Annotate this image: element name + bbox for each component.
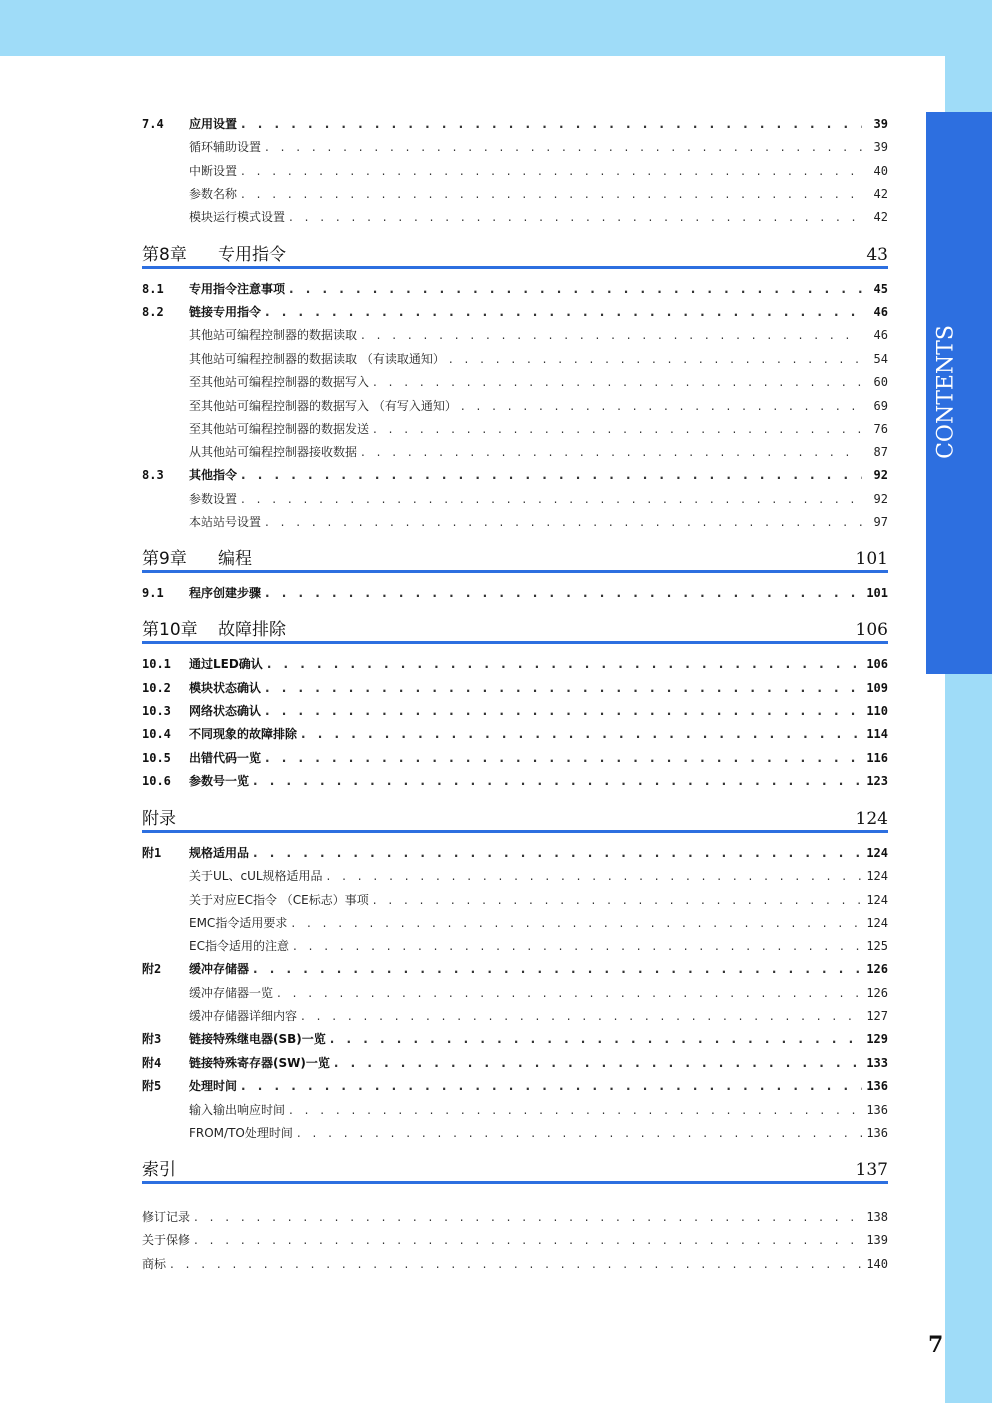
section-number: 附1	[142, 846, 162, 860]
chapter-page: 106	[855, 620, 888, 640]
entry-title: 出错代码一览	[189, 751, 262, 765]
entry-page: 124	[866, 893, 888, 907]
entry-page: 76	[873, 422, 888, 436]
entry-page: 114	[866, 727, 888, 741]
toc-section[interactable]	[142, 701, 888, 721]
entry-page: 45	[873, 282, 888, 296]
entry-page: 116	[866, 751, 888, 765]
section-number: 7.4	[142, 117, 164, 131]
section-number: 8.1	[142, 282, 164, 296]
dot-leader	[265, 137, 862, 157]
chapter-page: 43	[866, 245, 888, 265]
toc-subsection[interactable]	[142, 442, 888, 462]
entry-page: 124	[866, 869, 888, 883]
entry-page: 136	[866, 1079, 888, 1093]
toc-section[interactable]	[142, 302, 888, 322]
dot-leader	[461, 396, 862, 416]
dot-leader	[241, 184, 862, 204]
dot-leader	[330, 1029, 862, 1049]
dot-leader	[265, 678, 862, 698]
toc-subsection[interactable]	[142, 372, 888, 392]
dot-leader	[449, 349, 862, 369]
section-number: 附3	[142, 1032, 162, 1046]
entry-title: 不同现象的故障排除	[189, 727, 298, 741]
entry-title: 输入输出响应时间	[189, 1103, 286, 1117]
entry-title: 循环辅助设置	[189, 140, 262, 154]
toc-subsection[interactable]	[142, 396, 888, 416]
toc-section[interactable]	[142, 654, 888, 674]
toc-subsection[interactable]	[142, 890, 888, 910]
toc-subsection[interactable]	[142, 1207, 888, 1227]
toc-subsection[interactable]	[142, 489, 888, 509]
entry-page: 101	[866, 586, 888, 600]
entry-title: 链接特殊继电器(SB)一览	[189, 1032, 326, 1046]
entry-page: 138	[866, 1210, 888, 1224]
chapter-number: 第10章	[142, 620, 198, 640]
dot-leader	[241, 465, 862, 485]
dot-leader	[265, 302, 862, 322]
entry-page: 110	[866, 704, 888, 718]
entry-title: 参数设置	[189, 492, 238, 506]
entry-page: 69	[873, 399, 888, 413]
entry-page: 87	[873, 445, 888, 459]
section-number: 附5	[142, 1079, 162, 1093]
entry-title: 模块运行模式设置	[189, 210, 286, 224]
toc-section[interactable]	[142, 678, 888, 698]
chapter-title: 故障排除	[218, 620, 286, 640]
toc-subsection[interactable]	[142, 1254, 888, 1274]
entry-page: 92	[873, 468, 888, 482]
entry-title: 修订记录	[142, 1210, 191, 1224]
toc-subsection[interactable]	[142, 207, 888, 227]
toc-section[interactable]	[142, 1053, 888, 1073]
dot-leader	[267, 654, 862, 674]
toc-section[interactable]	[142, 465, 888, 485]
toc-section[interactable]	[142, 724, 888, 744]
entry-page: 126	[866, 986, 888, 1000]
entry-page: 97	[873, 515, 888, 529]
dot-leader	[289, 207, 862, 227]
dot-leader	[373, 372, 862, 392]
toc-subsection[interactable]	[142, 137, 888, 157]
section-number: 10.3	[142, 704, 171, 718]
chapter-number: 第8章	[142, 245, 187, 265]
dot-leader	[253, 959, 862, 979]
chapter-heading[interactable]	[142, 803, 888, 833]
toc-subsection[interactable]	[142, 1100, 888, 1120]
toc-subsection[interactable]	[142, 866, 888, 886]
entry-page: 129	[866, 1032, 888, 1046]
entry-page: 46	[873, 328, 888, 342]
dot-leader	[289, 279, 862, 299]
entry-title: 中断设置	[189, 164, 238, 178]
toc-subsection[interactable]	[142, 983, 888, 1003]
chapter-page: 101	[855, 549, 888, 569]
toc-section[interactable]	[142, 114, 888, 134]
toc-subsection[interactable]	[142, 936, 888, 956]
section-number: 10.2	[142, 681, 171, 695]
dot-leader	[194, 1207, 862, 1227]
entry-page: 46	[873, 305, 888, 319]
entry-title: 专用指令注意事项	[189, 282, 286, 296]
chapter-heading[interactable]	[142, 543, 888, 573]
entry-page: 123	[866, 774, 888, 788]
entry-title: 其他指令	[189, 468, 238, 482]
entry-title: 缓冲存储器详细内容	[189, 1009, 298, 1023]
entry-title: 其他站可编程控制器的数据读取 （有读取通知）	[189, 352, 445, 366]
entry-title: 应用设置	[189, 117, 238, 131]
entry-title: 处理时间	[189, 1079, 238, 1093]
entry-title: 链接特殊寄存器(SW)一览	[189, 1056, 330, 1070]
entry-title: 网络状态确认	[189, 704, 262, 718]
toc-subsection[interactable]	[142, 419, 888, 439]
dot-leader	[373, 890, 862, 910]
entry-page: 109	[866, 681, 888, 695]
entry-page: 54	[873, 352, 888, 366]
dot-leader	[361, 442, 862, 462]
section-number: 附4	[142, 1056, 162, 1070]
toc-section[interactable]	[142, 748, 888, 768]
dot-leader	[170, 1254, 862, 1274]
entry-title: 参数号一览	[189, 774, 250, 788]
entry-title: 从其他站可编程控制器接收数据	[189, 445, 358, 459]
entry-title: FROM/TO处理时间	[189, 1126, 293, 1140]
entry-title: 缓冲存储器一览	[189, 986, 274, 1000]
dot-leader	[373, 419, 862, 439]
entry-title: EMC指令适用要求	[189, 916, 288, 930]
entry-title: 参数名称	[189, 187, 238, 201]
dot-leader	[241, 1076, 862, 1096]
entry-page: 139	[866, 1233, 888, 1247]
chapter-number: 附录	[142, 809, 176, 829]
chapter-heading[interactable]	[142, 614, 888, 644]
entry-title: 其他站可编程控制器的数据读取	[189, 328, 358, 342]
entry-title: 商标	[142, 1257, 167, 1271]
entry-page: 40	[873, 164, 888, 178]
entry-title: EC指令适用的注意	[189, 939, 289, 953]
section-number: 10.5	[142, 751, 171, 765]
chapter-title: 专用指令	[218, 245, 286, 265]
entry-page: 126	[866, 962, 888, 976]
toc-section[interactable]	[142, 1029, 888, 1049]
chapter-number: 索引	[142, 1160, 176, 1180]
toc-subsection[interactable]	[142, 161, 888, 181]
entry-title: 至其他站可编程控制器的数据写入 （有写入通知）	[189, 399, 457, 413]
section-number: 9.1	[142, 586, 164, 600]
entry-page: 39	[873, 117, 888, 131]
dot-leader	[241, 161, 862, 181]
section-number: 8.2	[142, 305, 164, 319]
toc-section[interactable]	[142, 771, 888, 791]
page-number: 7	[928, 1332, 944, 1358]
entry-page: 124	[866, 846, 888, 860]
dot-leader	[253, 771, 862, 791]
entry-title: 至其他站可编程控制器的数据写入	[189, 375, 370, 389]
chapter-page: 137	[855, 1160, 888, 1180]
dot-leader	[265, 512, 862, 532]
dot-leader	[265, 748, 862, 768]
chapter-page: 124	[855, 809, 888, 829]
entry-page: 140	[866, 1257, 888, 1271]
entry-page: 60	[873, 375, 888, 389]
entry-page: 125	[866, 939, 888, 953]
entry-page: 106	[866, 657, 888, 671]
dot-leader	[301, 724, 862, 744]
dot-leader	[241, 114, 862, 134]
toc-subsection[interactable]	[142, 1006, 888, 1026]
entry-page: 42	[873, 187, 888, 201]
entry-page: 92	[873, 492, 888, 506]
dot-leader	[297, 1123, 862, 1143]
entry-page: 124	[866, 916, 888, 930]
entry-title: 关于对应EC指令 （CE标志）事项	[189, 893, 369, 907]
chapter-number: 第9章	[142, 549, 187, 569]
dot-leader	[293, 936, 862, 956]
entry-title: 程序创建步骤	[189, 586, 262, 600]
entry-title: 缓冲存储器	[189, 962, 250, 976]
top-band	[0, 0, 992, 56]
entry-title: 模块状态确认	[189, 681, 262, 695]
section-number: 8.3	[142, 468, 164, 482]
entry-title: 通过LED确认	[189, 657, 263, 671]
section-number: 附2	[142, 962, 162, 976]
dot-leader	[327, 866, 862, 886]
entry-title: 本站站号设置	[189, 515, 262, 529]
dot-leader	[265, 701, 862, 721]
entry-page: 136	[866, 1126, 888, 1140]
toc-section[interactable]	[142, 959, 888, 979]
chapter-heading[interactable]	[142, 1154, 888, 1184]
contents-tab-label: CONTENTS	[933, 325, 959, 459]
dot-leader	[277, 983, 862, 1003]
toc-subsection[interactable]	[142, 1230, 888, 1250]
dot-leader	[361, 325, 862, 345]
toc-subsection[interactable]	[142, 325, 888, 345]
toc-subsection[interactable]	[142, 1123, 888, 1143]
section-number: 10.4	[142, 727, 171, 741]
toc-section[interactable]	[142, 583, 888, 603]
section-number: 10.6	[142, 774, 171, 788]
toc-section[interactable]	[142, 1076, 888, 1096]
toc-subsection[interactable]	[142, 913, 888, 933]
dot-leader	[194, 1230, 862, 1250]
entry-page: 133	[866, 1056, 888, 1070]
entry-title: 至其他站可编程控制器的数据发送	[189, 422, 370, 436]
toc-subsection[interactable]	[142, 184, 888, 204]
dot-leader	[301, 1006, 862, 1026]
toc-section[interactable]	[142, 843, 888, 863]
toc-section[interactable]	[142, 279, 888, 299]
entry-title: 规格适用品	[189, 846, 250, 860]
chapter-heading[interactable]	[142, 239, 888, 269]
dot-leader	[291, 913, 862, 933]
toc-subsection[interactable]	[142, 512, 888, 532]
dot-leader	[253, 843, 862, 863]
entry-page: 127	[866, 1009, 888, 1023]
dot-leader	[289, 1100, 862, 1120]
chapter-title: 编程	[218, 549, 252, 569]
entry-page: 136	[866, 1103, 888, 1117]
entry-page: 42	[873, 210, 888, 224]
toc-subsection[interactable]	[142, 349, 888, 369]
dot-leader	[265, 583, 862, 603]
dot-leader	[241, 489, 862, 509]
entry-page: 39	[873, 140, 888, 154]
entry-title: 关于UL、cUL规格适用品	[189, 869, 323, 883]
dot-leader	[334, 1053, 862, 1073]
entry-title: 关于保修	[142, 1233, 191, 1247]
entry-title: 链接专用指令	[189, 305, 262, 319]
section-number: 10.1	[142, 657, 171, 671]
